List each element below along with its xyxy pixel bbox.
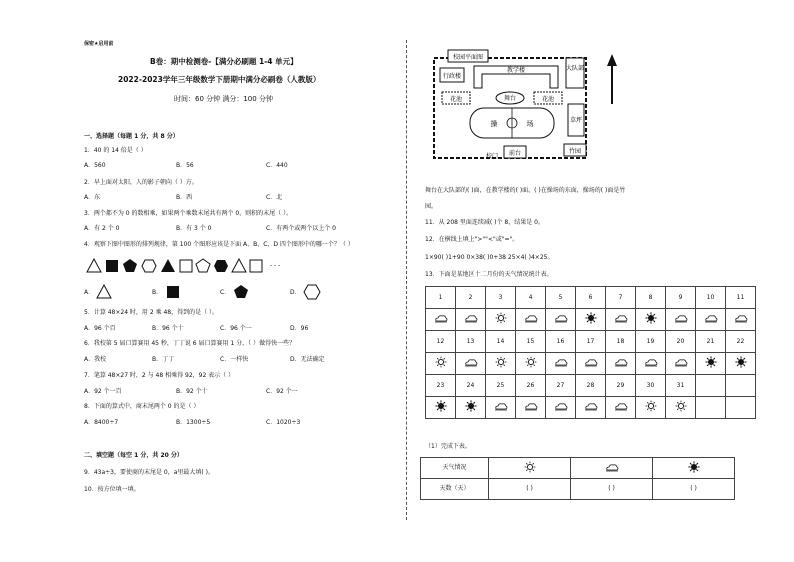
calendar-day-8: 8 [636, 287, 666, 309]
q5-stem: 5．计算 48×24 时，用 2 乘 48，得到的是（ ）。 [84, 309, 219, 316]
stage-label: 舞台 [503, 95, 517, 102]
weather-cloudy-icon [576, 353, 606, 375]
weather-cloudy-icon [486, 397, 516, 419]
calendar-day-9: 9 [666, 287, 696, 309]
weather-cloudy-icon [606, 309, 636, 331]
campus-map-svg [430, 48, 600, 164]
time-and-score: 时间：60 分钟 满分：100 分钟 [174, 95, 273, 103]
calendar-day-5: 5 [546, 287, 576, 309]
cloudy-icon [605, 467, 619, 474]
summary-blank-sunny[interactable]: ( ) [489, 479, 571, 500]
sunny-icon [524, 468, 536, 475]
weather-summary-table [420, 457, 735, 500]
q2-stem: 2．早上面对太阳，人的影子朝向（ ）方。 [84, 179, 198, 186]
calendar-day-row [426, 287, 756, 309]
q4-option-a-triangle-icon [96, 284, 112, 299]
weather-cloudy-icon [606, 353, 636, 375]
q7-stem: 7．笔算 48×27 时，2 与 48 相乘得 92，92 表示（ ） [84, 372, 235, 379]
gate-label: 校门 [485, 153, 499, 160]
q12-stem: 12．在横线上填上">""<"或"="。 [425, 236, 519, 243]
calendar-day-23: 23 [426, 375, 456, 397]
weather-sunny-icon [426, 353, 456, 375]
weather-cloudy-icon [726, 309, 756, 331]
q3-option-a[interactable]: A．有 2 个 0 [84, 225, 120, 232]
calendar-day-7: 7 [606, 287, 636, 309]
office-label: 行政楼 [442, 73, 462, 80]
summary-blank-snow[interactable]: ( ) [653, 479, 735, 500]
weather-cloudy-icon [456, 309, 486, 331]
calendar-day-22: 22 [726, 331, 756, 353]
flower-label-left: 花池 [449, 96, 463, 103]
q4-stem: 4．观察下图中图形的排列规律，第 100 个图形应该是下面 A、B、C、D 四个图形中的哪一个？（ ） [84, 241, 354, 248]
calendar-day-27: 27 [546, 375, 576, 397]
q4-pattern-sequence [86, 258, 296, 274]
weather-snow-icon [726, 353, 756, 375]
pattern-pentagon-2 [196, 259, 210, 272]
weather-sunny-icon [516, 353, 546, 375]
calendar-day-30: 30 [636, 375, 666, 397]
pattern-square-2 [180, 260, 192, 272]
q7-option-b[interactable]: B．92 个十 [176, 388, 208, 395]
q1-option-c[interactable]: C．440 [266, 162, 288, 169]
q8-option-b[interactable]: B．1300÷5 [176, 419, 211, 426]
pattern-triangle-1 [87, 259, 101, 272]
playground-label-a: 操 [490, 120, 498, 128]
teaching-label: 教学楼 [506, 67, 526, 74]
calendar-day-21: 21 [696, 331, 726, 353]
summary-row-weather [421, 458, 735, 479]
q6-option-c[interactable]: C．一样快 [220, 356, 249, 363]
calendar-day-26: 26 [516, 375, 546, 397]
q5-option-b[interactable]: B．96 个十 [152, 325, 184, 332]
weather-sunny-icon [486, 309, 516, 331]
weather-snow-icon [696, 353, 726, 375]
calendar-empty-cell [696, 397, 726, 419]
weather-cloudy-icon [546, 397, 576, 419]
weather-snow-icon [636, 309, 666, 331]
campus-map [430, 48, 600, 166]
q13-sub-question: （1）完成下表。 [425, 443, 471, 450]
lawn-label: 草坪 [569, 117, 583, 124]
calendar-day-12: 12 [426, 331, 456, 353]
pattern-ellipsis: - - - [270, 262, 281, 269]
playground-label-b: 场 [526, 120, 534, 128]
q7-option-a[interactable]: A．92 个一百 [84, 388, 122, 395]
weather-calendar-table [425, 286, 756, 419]
q7-option-c[interactable]: C．92 个一 [266, 388, 298, 395]
q1-option-b[interactable]: B．56 [176, 162, 194, 169]
weather-snow-icon [456, 397, 486, 419]
weather-cloudy-icon [636, 353, 666, 375]
podium-label: 前台 [508, 150, 522, 157]
calendar-day-29: 29 [606, 375, 636, 397]
north-arrow-icon [606, 54, 618, 106]
calendar-day-15: 15 [516, 331, 546, 353]
q2-option-a[interactable]: A．东 [84, 194, 101, 201]
weather-snow-icon [426, 397, 456, 419]
calendar-weather-row [426, 397, 756, 419]
calendar-day-24: 24 [456, 375, 486, 397]
calendar-day-row [426, 375, 756, 397]
calendar-day-2: 2 [456, 287, 486, 309]
column-divider [406, 40, 407, 520]
q1-stem: 1．40 的 14 倍是（ ） [84, 147, 147, 154]
q4-option-b-square-icon [166, 285, 180, 299]
calendar-day-20: 20 [666, 331, 696, 353]
calendar-day-10: 10 [696, 287, 726, 309]
calendar-day-14: 14 [486, 331, 516, 353]
q10-answer-line-2: 园。 [425, 203, 438, 210]
calendar-day-16: 16 [546, 331, 576, 353]
q9-stem: 9．43a÷3，要使商的末尾是 0，a里最大填( )。 [84, 469, 214, 476]
pattern-square-1 [106, 260, 118, 272]
q10-answer-line: 舞台在大队部的( )面，在教学楼的( )面。( )在操场的东面，操场的( )面是竹 [425, 187, 626, 194]
calendar-day-4: 4 [516, 287, 546, 309]
summary-blank-cloudy[interactable]: ( ) [571, 479, 653, 500]
weather-cloudy-icon [606, 397, 636, 419]
q6-option-a[interactable]: A．我校 [84, 356, 107, 363]
weather-cloudy-icon [666, 353, 696, 375]
summary-row1-label: 天气情况 [421, 458, 489, 479]
q8-option-a[interactable]: A．8400÷7 [84, 419, 119, 426]
pattern-hexagon-2 [214, 260, 228, 272]
weather-cloudy-icon [516, 309, 546, 331]
secret-label: 保密★启用前 [84, 41, 114, 47]
flower-label-right: 花池 [541, 96, 555, 103]
q4-option-a[interactable]: A． [84, 289, 95, 296]
q4-option-b[interactable]: B． [152, 289, 163, 296]
q2-option-b[interactable]: B．西 [176, 194, 193, 201]
bamboo-label: 竹园 [568, 148, 582, 155]
q4-option-d[interactable]: D． [290, 289, 301, 296]
weather-sunny-icon [486, 353, 516, 375]
q4-option-c[interactable]: C． [220, 289, 231, 296]
pattern-square-3 [250, 260, 262, 272]
summary-row2-label: 天数（天） [421, 479, 489, 500]
snow-icon [688, 468, 700, 475]
calendar-day-25: 25 [486, 375, 516, 397]
calendar-day-31: 31 [666, 375, 696, 397]
section-choice-heading: 一、选择题（每题 1 分，共 8 分） [84, 133, 179, 140]
q5-option-d[interactable]: D．96 [290, 325, 309, 332]
q4-option-d-hexagon-icon [303, 284, 321, 300]
weather-sunny-icon [636, 397, 666, 419]
map-title: 校园平面图 [452, 54, 484, 61]
q4-option-c-pentagon-icon [233, 284, 249, 299]
weather-cloudy-icon [666, 309, 696, 331]
calendar-empty-cell [726, 397, 756, 419]
calendar-weather-row [426, 353, 756, 375]
weather-cloudy-icon [576, 397, 606, 419]
q13-stem: 13．下面是某地区十二月份的天气情况统计表。 [425, 271, 553, 278]
calendar-weather-row [426, 309, 756, 331]
weather-cloudy-icon [456, 353, 486, 375]
q5-option-c[interactable]: C．96 个一 [220, 325, 252, 332]
q8-stem: 8．下面的算式中，商末尾两个 0 的是（ ） [84, 403, 200, 410]
q2-option-c[interactable]: C．北 [266, 194, 283, 201]
calendar-day-19: 19 [636, 331, 666, 353]
calendar-day-1: 1 [426, 287, 456, 309]
calendar-day-18: 18 [606, 331, 636, 353]
pattern-pentagon-1 [123, 259, 137, 272]
q3-stem: 3．两个都不为 0 的数相乘，如果两个乘数末尾共有两个 0，则积的末尾（ ）。 [84, 210, 293, 217]
calendar-day-11: 11 [726, 287, 756, 309]
weather-cloudy-icon [426, 309, 456, 331]
calendar-day-28: 28 [576, 375, 606, 397]
q3-option-c[interactable]: C．有两个或两个以上个 0 [266, 225, 336, 232]
q6-option-d[interactable]: D．无法确定 [290, 356, 325, 363]
weather-sunny-icon [666, 397, 696, 419]
weather-cloudy-icon [516, 397, 546, 419]
q5-option-a[interactable]: A．96 个百 [84, 325, 116, 332]
pattern-triangle-2 [161, 259, 175, 272]
q12-items: 1×90( )1+90 0×38( )0+38 25×4( )4×25。 [425, 254, 554, 261]
summary-icon-cell-sunny [489, 458, 571, 479]
q8-option-c[interactable]: C．1020÷3 [266, 419, 301, 426]
weather-cloudy-icon [696, 309, 726, 331]
summary-row-days [421, 479, 735, 500]
title-line-1: B卷：期中检测卷-【满分必刷题 1-4 单元】 [150, 57, 298, 66]
q10-stem: 10．按方位填一填。 [84, 486, 140, 493]
calendar-day-17: 17 [576, 331, 606, 353]
calendar-day-6: 6 [576, 287, 606, 309]
q6-stem: 6．我校第 5 届口算赛用 45 秒，丁丁说 6 届口算赛用 1 分，（ ）做得快一些？ [84, 340, 296, 347]
calendar-day-3: 3 [486, 287, 516, 309]
hq-label-1: 大队部 [565, 65, 585, 72]
hq-building [566, 58, 584, 88]
weather-cloudy-icon [546, 353, 576, 375]
weather-cloudy-icon [546, 309, 576, 331]
summary-icon-cell-snow [653, 458, 735, 479]
weather-snow-icon [576, 309, 606, 331]
q6-option-b[interactable]: B．丁丁 [152, 356, 175, 363]
q3-option-b[interactable]: B．有 3 个 0 [176, 225, 212, 232]
pattern-hexagon-1 [142, 260, 156, 272]
title-line-2: 2022-2023学年三年级数学下册期中满分必刷卷（人教版） [118, 75, 321, 84]
calendar-empty-cell [696, 375, 726, 397]
calendar-day-13: 13 [456, 331, 486, 353]
q11-stem: 11．从 208 里面连续减( )个 8，结果是 0。 [425, 219, 544, 226]
calendar-day-row [426, 331, 756, 353]
summary-icon-cell-cloudy [571, 458, 653, 479]
q1-option-a[interactable]: A．560 [84, 162, 106, 169]
section-fill-heading: 二、填空题（每空 1 分，共 20 分） [84, 452, 183, 459]
calendar-empty-cell [726, 375, 756, 397]
pattern-triangle-3 [232, 259, 246, 272]
